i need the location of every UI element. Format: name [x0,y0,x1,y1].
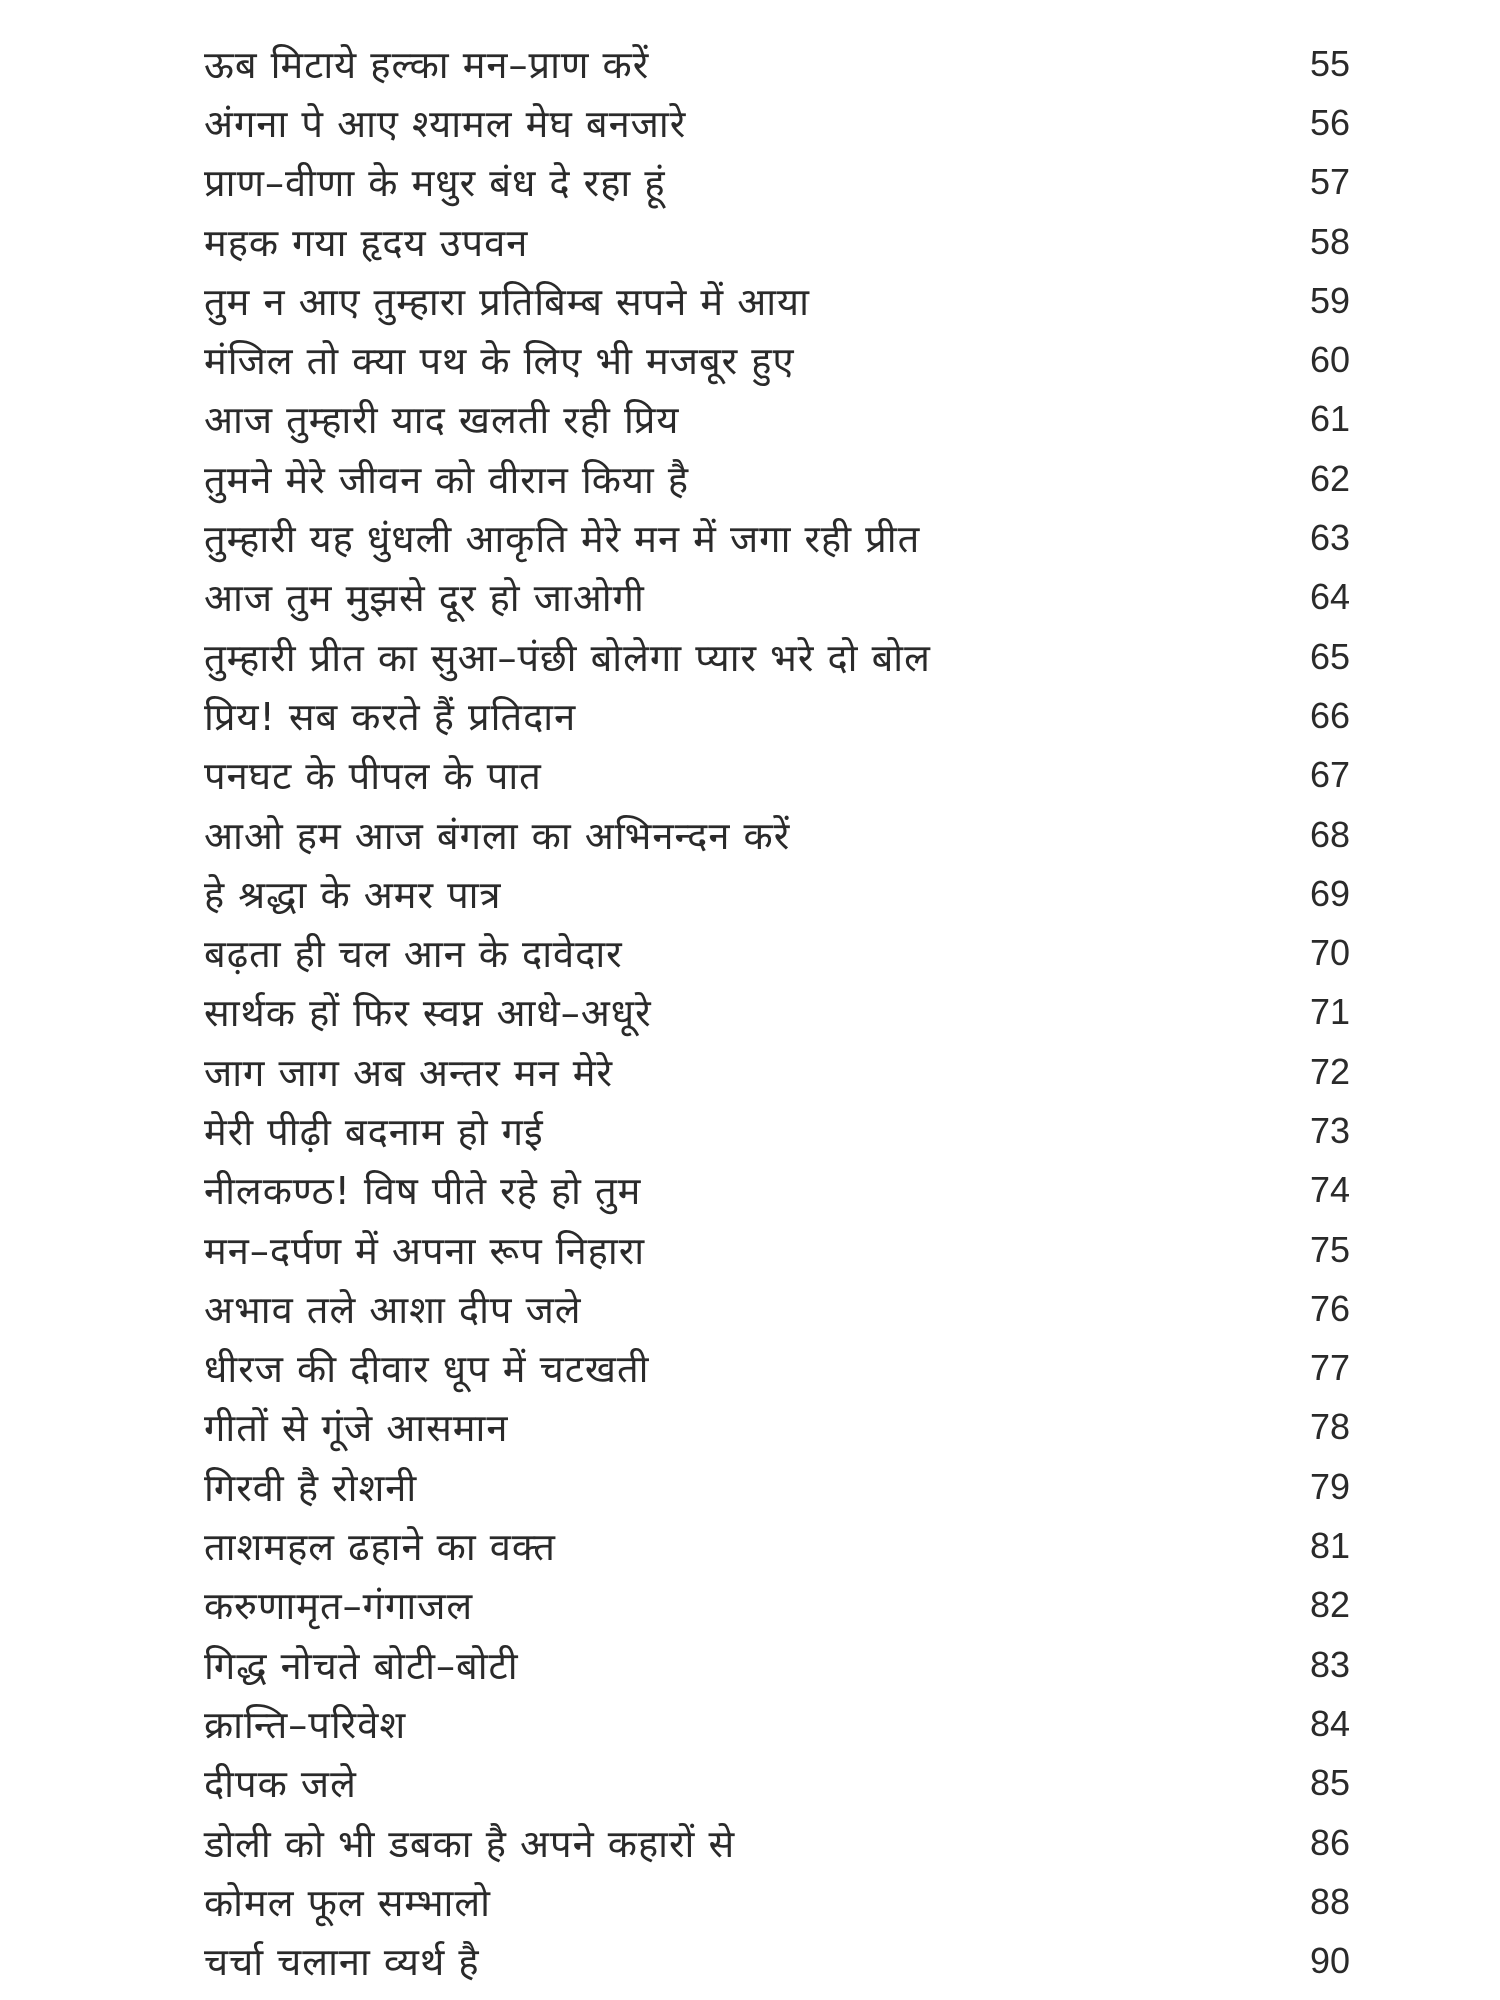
toc-entry-title: धीरज की दीवार धूप में चटखती [204,1347,650,1392]
toc-entry-page-number: 57 [1309,161,1350,203]
toc-entry-title: क्रान्ति–परिवेश [204,1702,407,1747]
toc-entry-page-number: 67 [1309,754,1350,796]
toc-entry [204,1398,1350,1457]
toc-entry-title: महक गया हृदय उपवन [204,220,529,265]
toc-entry-page-number: 82 [1309,1584,1350,1626]
toc-entry [204,1220,1350,1279]
toc-entry-page-number: 76 [1309,1287,1350,1329]
toc-entry-title: पनघट के पीपल के पात [204,754,542,799]
toc-entry-title: तुम्हारी प्रीत का सुआ–पंछी बोलेगा प्यार भरे दो बोल [204,635,931,680]
toc-entry [204,449,1350,508]
toc-entry-title: प्रिय! सब करते हैं प्रतिदान [204,694,577,739]
toc-entry-title: अंगना पे आए श्यामल मेघ बनजारे [204,101,687,146]
toc-entry [204,1576,1350,1635]
toc-entry-title: जाग जाग अब अन्तर मन मेरे [204,1050,614,1095]
toc-entry-title: कोमल फूल सम्भालो [204,1880,491,1925]
toc-entry [204,864,1350,923]
toc-entry [204,805,1350,864]
toc-entry [204,568,1350,627]
toc-entry-title: तुम न आए तुम्हारा प्रतिबिम्ब सपने में आया [204,279,810,324]
toc-entry [204,271,1350,330]
toc-entry-page-number: 63 [1309,517,1350,559]
toc-entry-page-number: 55 [1309,42,1350,84]
toc-entry-page-number: 79 [1309,1465,1350,1507]
toc-entry [204,34,1350,93]
toc-entry-title: गिरवी है रोशनी [204,1465,418,1510]
toc-entry-title: सार्थक हों फिर स्वप्न आधे–अधूरे [204,991,652,1036]
toc-entry-page-number: 85 [1309,1762,1350,1804]
toc-entry [204,627,1350,686]
toc-entry-title: दीपक जले [204,1762,357,1807]
toc-entry-page-number: 58 [1309,220,1350,262]
toc-entry-page-number: 84 [1309,1702,1350,1744]
toc-entry [204,330,1350,389]
toc-entry-page-number: 64 [1309,576,1350,618]
toc-entry-page-number: 73 [1309,1109,1350,1151]
toc-entry [204,1516,1350,1575]
toc-entry-title: करुणामृत–गंगाजल [204,1584,474,1629]
toc-entry-page-number: 59 [1309,279,1350,321]
toc-entry-title: तुमने मेरे जीवन को वीरान किया है [204,457,690,502]
toc-entry-page-number: 83 [1309,1643,1350,1685]
toc-entry-page-number: 56 [1309,101,1350,143]
toc-entry-title: आज तुम्हारी याद खलती रही प्रिय [204,398,680,443]
toc-entry [204,1813,1350,1872]
toc-entry [204,746,1350,805]
toc-entry-page-number: 72 [1309,1050,1350,1092]
toc-entry [204,1279,1350,1338]
toc-entry [204,1101,1350,1160]
toc-entry-title: मंजिल तो क्या पथ के लिए भी मजबूर हुए [204,339,795,384]
toc-entry [204,923,1350,982]
toc-entry-page-number: 71 [1309,991,1350,1033]
toc-entry-title: ताशमहल ढहाने का वक्त [204,1525,556,1570]
toc-entry-title: ऊब मिटाये हल्का मन–प्राण करें [204,42,650,87]
toc-entry-page-number: 61 [1309,398,1350,440]
toc-entry [204,1042,1350,1101]
toc-entry [204,93,1350,152]
toc-entry-title: तुम्हारी यह धुंधली आकृति मेरे मन में जगा रही प्रीत [204,517,921,562]
toc-entry-page-number: 68 [1309,813,1350,855]
toc-entry-title: प्राण–वीणा के मधुर बंध दे रहा हूं [204,161,666,206]
toc-entry-title: बढ़ता ही चल आन के दावेदार [204,932,623,977]
toc-entry [204,1161,1350,1220]
toc-entry-title: गीतों से गूंजे आसमान [204,1406,509,1451]
toc-entry [204,508,1350,567]
toc-entry-page-number: 65 [1309,635,1350,677]
toc-entry [204,1872,1350,1931]
toc-entry-title: डोली को भी डबका है अपने कहारों से [204,1821,736,1866]
toc-entry [204,686,1350,745]
toc-entry-page-number: 69 [1309,872,1350,914]
toc-entry-page-number: 66 [1309,694,1350,736]
toc-entry-page-number: 74 [1309,1169,1350,1211]
toc-entry-title: नीलकण्ठ! विष पीते रहे हो तुम [204,1169,642,1214]
toc-entry [204,212,1350,271]
toc-entry-title: अभाव तले आशा दीप जले [204,1287,582,1332]
toc-entry [204,1694,1350,1753]
toc-entry-title: आज तुम मुझसे दूर हो जाओगी [204,576,645,621]
toc-entry-title: चर्चा चलाना व्यर्थ है [204,1940,480,1985]
toc-entry-page-number: 90 [1309,1940,1350,1982]
toc-entry-page-number: 86 [1309,1821,1350,1863]
toc-entry-page-number: 60 [1309,339,1350,381]
toc-entry [204,1932,1350,1991]
toc-entry-page-number: 78 [1309,1406,1350,1448]
table-of-contents [204,34,1350,1991]
toc-entry-title: हे श्रद्धा के अमर पात्र [204,872,502,917]
toc-entry-page-number: 75 [1309,1228,1350,1270]
toc-entry [204,390,1350,449]
toc-entry-page-number: 62 [1309,457,1350,499]
toc-entry-title: मेरी पीढ़ी बदनाम हो गई [204,1109,544,1154]
toc-entry [204,1754,1350,1813]
toc-entry-title: मन–दर्पण में अपना रूप निहारा [204,1228,646,1273]
toc-entry [204,1457,1350,1516]
toc-entry-title: गिद्ध नोचते बोटी–बोटी [204,1643,519,1688]
toc-entry-page-number: 88 [1309,1880,1350,1922]
toc-entry-page-number: 77 [1309,1347,1350,1389]
toc-entry [204,1635,1350,1694]
toc-entry-title: आओ हम आज बंगला का अभिनन्दन करें [204,813,791,858]
toc-entry [204,983,1350,1042]
toc-entry-page-number: 70 [1309,932,1350,974]
toc-entry-page-number: 81 [1309,1525,1350,1567]
toc-entry [204,153,1350,212]
toc-entry [204,1339,1350,1398]
